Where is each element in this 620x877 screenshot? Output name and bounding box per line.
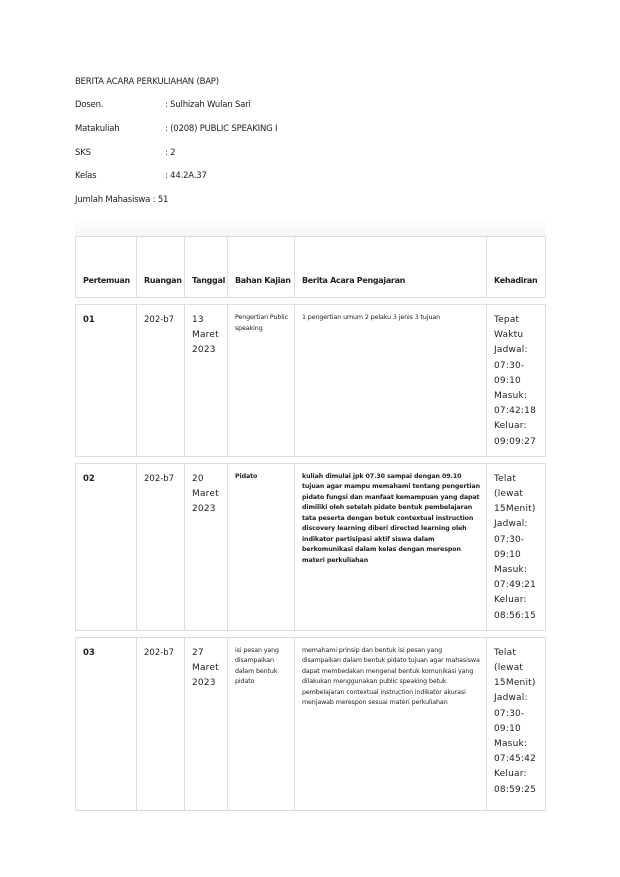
cell-pertemuan: 03 (76, 637, 137, 810)
cell-berita-acara: kuliah dimulai jpk 07.30 sampai dengan 09.10 tujuan agar mampu memahami tentang pengertian pidato fungsi dan manfaat kemampuan yang dapat dimiliki oleh setelah pidato bentuk pembelajaran tata peserta dengan betuk contextual instruction discovery learning diberi directed learning oleh indikator partisipasi aktif siswa dalam berkomunikasi dalam kelas dengan merespon materi perkuliahan (295, 463, 487, 630)
info-value: : (0208) PUBLIC SPEAKING I (165, 124, 278, 134)
table-header-row (76, 237, 546, 298)
cell-tanggal: 20 Maret 2023 (185, 463, 228, 630)
info-label: Matakuliah (75, 124, 120, 134)
column-header-tanggal: Tanggal (185, 237, 228, 298)
cell-berita-acara: 1 pengertian umum 2 pelaku 3 jenis 3 tujuan (295, 305, 487, 457)
table-gap (76, 298, 546, 305)
cell-tanggal: 13 Maret 2023 (185, 305, 228, 457)
cell-kehadiran: Tepat Waktu Jadwal: 07:30-09:10 Masuk: 07:42:18 Keluar: 09:09:27 (487, 305, 546, 457)
table-row (76, 305, 546, 457)
cell-ruangan: 202-b7 (137, 305, 185, 457)
table-row (76, 637, 546, 810)
cell-pertemuan: 02 (76, 463, 137, 630)
column-header-bahan-kajian: Bahan Kajian (228, 237, 295, 298)
document-title: BERITA ACARA PERKULIAHAN (BAP) (75, 77, 219, 87)
cell-berita-acara: memahami prinsip dan bentuk isi pesan yang disampaikan dalam bentuk pidato tujuan agar mahasiswa dapat membedakan mengenal bentuk komunikasi yang dilakukan menggunakan public speaking betuk pembelajaran contextual instruction indikator akurasi menjawab merespon sesuai materi perkuliahan (295, 637, 487, 810)
table-row (76, 463, 546, 630)
cell-bahan-kajian: isi pesan yang disampaikan dalam bentuk pidato (228, 637, 295, 810)
cell-bahan-kajian: Pengertian Public speaking (228, 305, 295, 457)
cell-pertemuan: 01 (76, 305, 137, 457)
column-header-kehadiran: Kehadiran (487, 237, 546, 298)
table-top-shadow (75, 216, 545, 236)
cell-tanggal: 27 Maret 2023 (185, 637, 228, 810)
column-header-ruangan: Ruangan (137, 237, 185, 298)
table-gap (76, 456, 546, 463)
column-header-pertemuan: Pertemuan (76, 237, 137, 298)
cell-ruangan: 202-b7 (137, 463, 185, 630)
table-gap (76, 630, 546, 637)
cell-kehadiran: Telat (lewat 15Menit) Jadwal: 07:30-09:10 Masuk: 07:45:42 Keluar: 08:59:25 (487, 637, 546, 810)
bap-table (75, 236, 546, 811)
info-label: Dosen. (75, 100, 104, 110)
info-label: Kelas (75, 171, 97, 181)
info-value: : 2 (165, 148, 176, 158)
info-label: SKS (75, 148, 91, 158)
info-label: Jumlah Mahasiswa (75, 195, 151, 205)
info-value: : Sulhizah Wulan Sari (165, 100, 251, 110)
info-value: : 44.2A.37 (165, 171, 207, 181)
cell-ruangan: 202-b7 (137, 637, 185, 810)
info-jumlah-mahasiswa (75, 195, 168, 205)
column-header-berita-acara: Berita Acara Pengajaran (295, 237, 487, 298)
info-value: : 51 (152, 195, 169, 205)
cell-bahan-kajian: Pidato (228, 463, 295, 630)
cell-kehadiran: Telat (lewat 15Menit) Jadwal: 07:30-09:10 Masuk: 07:49:21 Keluar: 08:56:15 (487, 463, 546, 630)
